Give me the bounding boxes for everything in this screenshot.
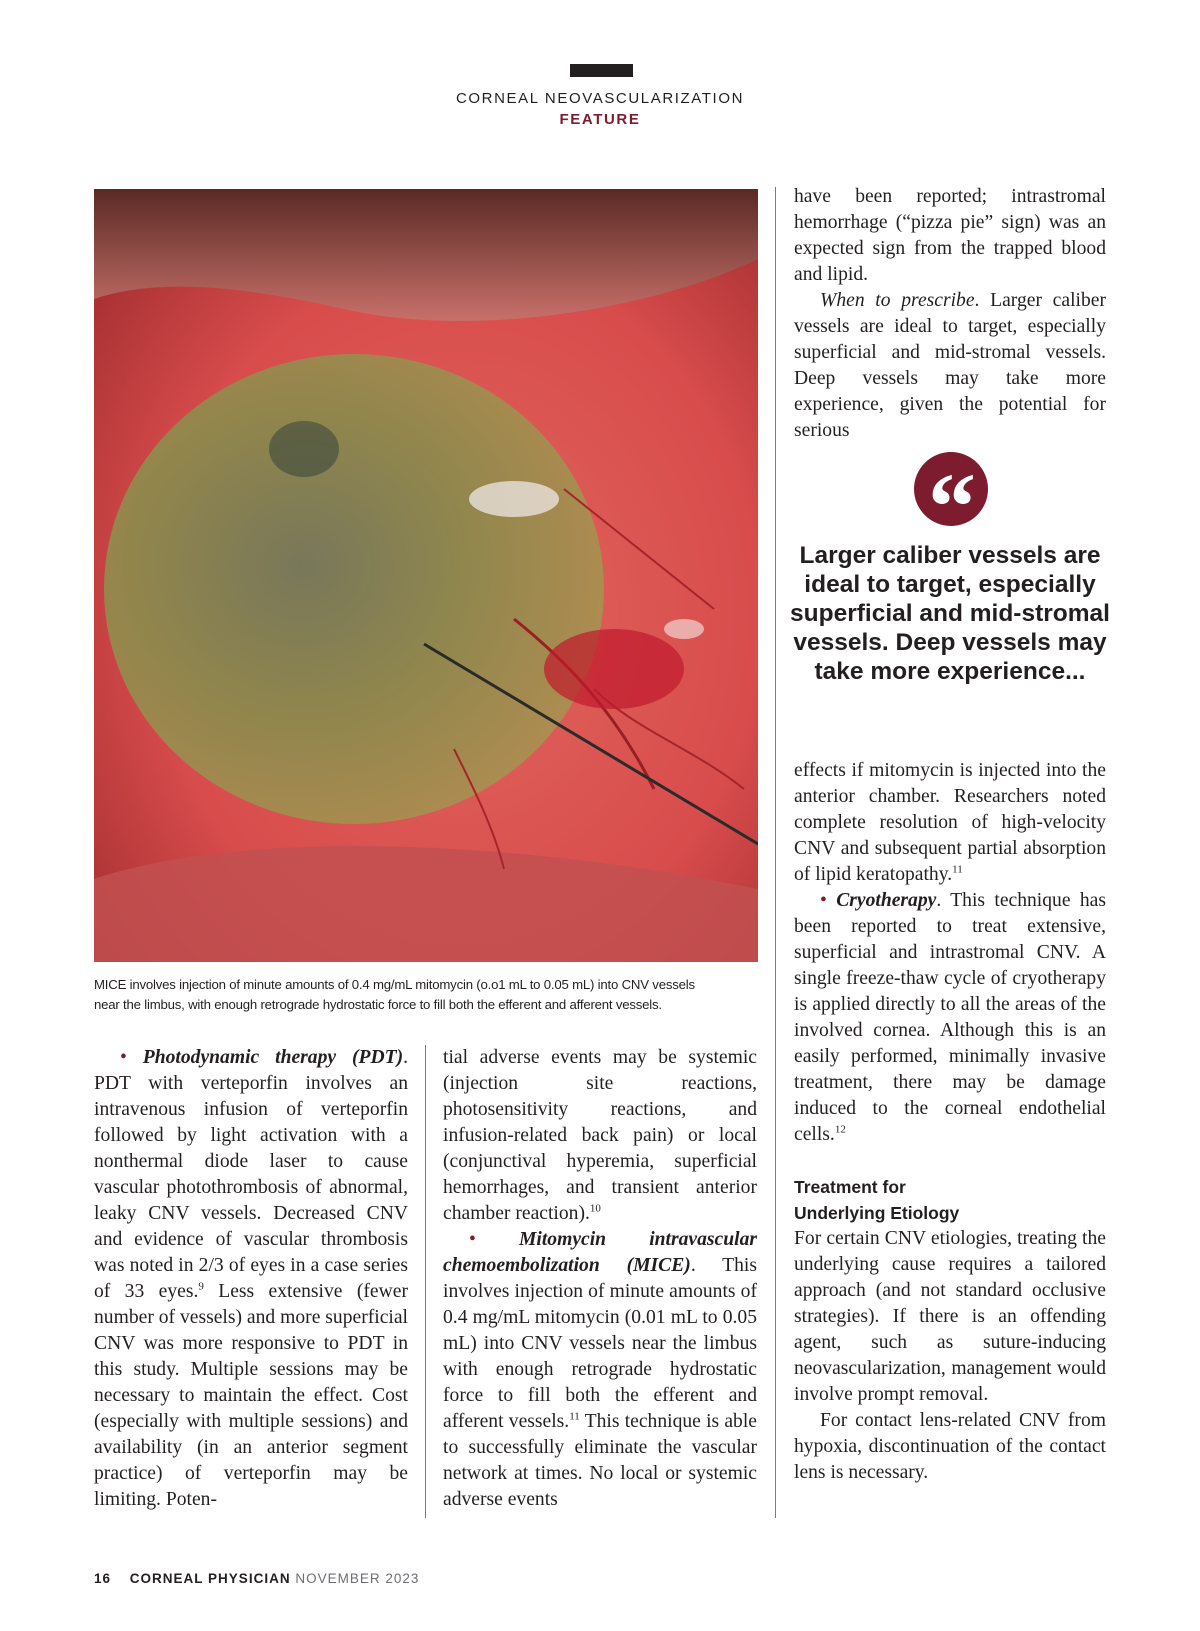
quote-icon: “	[914, 452, 988, 526]
column-rule	[425, 1045, 426, 1518]
mice-heading: Mitomycin intravascular chemoembolization (MICE)	[443, 1229, 757, 1276]
column-3-bottom	[794, 758, 1106, 1486]
caption-line: MICE involves injection of minute amounts of 0.4 mg/mL mitomycin (o.o1 mL to 0.05 mL) into CNV vessels	[94, 977, 695, 992]
ref-12: 12	[834, 1123, 846, 1136]
pdt-text-cont: Less extensive (fewer number of vessels) and more superficial CNV was more responsive to PDT in this study. Multiple sessions may be necessary to maintain the effect. Cost (especially with multiple sessions) and availability (in an anterior segment practice) of verteporfin may be limiting. Poten-	[94, 1281, 408, 1510]
column-2	[443, 1045, 757, 1513]
ref-9: 9	[198, 1280, 204, 1293]
section-title: CORNEAL NEOVASCULARIZATION	[455, 90, 745, 107]
cryo-text: . This technique has been reported to treat extensive, superficial and intrastromal CNV. A single freeze-thaw cycle of cryotherapy is applied directly to all the areas of the involved cornea. Although this is an easily performed, minimally invasive treatment, there may be damage induced to the corneal endothelial cells.	[794, 890, 1106, 1145]
cryo-heading: Cryotherapy	[836, 890, 937, 911]
column-rule	[775, 187, 776, 1518]
publication-name: CORNEAL PHYSICIAN	[129, 1571, 291, 1586]
pdt-heading: Photodynamic therapy (PDT)	[142, 1047, 404, 1068]
ref-11: 11	[952, 863, 963, 876]
contact-lens-text: For contact lens-related CNV from hypoxia, discontinuation of the contact lens is necessary.	[794, 1410, 1106, 1483]
bullet: •	[120, 1047, 127, 1068]
ref-10: 10	[589, 1202, 601, 1215]
when-text: . Larger caliber vessels are ideal to target, especially superficial and mid-stromal vessels. Deep vessels may take more experience, given the potential for serious	[794, 290, 1106, 441]
issue-date: NOVEMBER 2023	[295, 1571, 420, 1586]
effects-text: effects if mitomycin is injected into the anterior chamber. Researchers noted complete resolution of high-velocity CNV and subsequent partial absorption of lipid keratopathy.	[794, 760, 1106, 885]
page-footer	[94, 1571, 419, 1586]
caption-line: near the limbus, with enough retrograde hydrostatic force to fill both the efferent and afferent vessels.	[94, 997, 662, 1012]
hemorrhage-text: have been reported; intrastromal hemorrhage (“pizza pie” sign) was an expected sign from the trapped blood and lipid.	[794, 186, 1106, 285]
adverse-events-text: tial adverse events may be systemic (injection site reactions, photosensitivity reactions, and infusion-related back pain) or local (conjunctival hyperemia, superficial hemorrhages, and transient anterior chamber reaction).	[443, 1047, 757, 1224]
bullet: •	[469, 1229, 476, 1250]
mice-text: . This involves injection of minute amounts of 0.4 mg/mL mitomycin (0.01 mL to 0.05 mL) into CNV vessels near the limbus with enough retrograde hydrostatic force to fill both the efferent and afferent vessels.	[443, 1255, 758, 1432]
ref-11: 11	[569, 1410, 580, 1423]
etiology-text: For certain CNV etiologies, treating the underlying cause requires a tailored approach (and not standard occlusive strategies). If there is an offending agent, such as suture-inducing neovascularization, management would involve prompt removal.	[794, 1228, 1106, 1405]
pull-quote: Larger caliber vessels are ideal to target, especially superficial and mid-stromal vessels. Deep vessels may take more experience...	[790, 542, 1110, 685]
figure-caption	[94, 975, 754, 1015]
column-3-top	[794, 184, 1106, 444]
page-number: 16	[94, 1571, 112, 1586]
eye-photo	[94, 189, 758, 962]
column-1	[94, 1045, 408, 1513]
header-bar	[570, 64, 633, 77]
subheading: Treatment for Underlying Etiology	[794, 1177, 960, 1223]
when-heading: When to prescribe	[820, 290, 975, 311]
pdt-text: . PDT with verteporfin involves an intravenous infusion of verteporfin followed by light activation with a nonthermal diode laser to cause vascular photothrombosis of abnormal, leaky CNV vessels. Decreased CNV and evidence of vascular thrombosis was noted in 2/3 of eyes in a case series of 33 eyes.	[94, 1047, 408, 1302]
mice-text-cont: This technique is able to successfully eliminate the vascular network at times. No local or systemic adverse events	[443, 1411, 757, 1510]
bullet: •	[820, 890, 827, 911]
section-subtitle: FEATURE	[559, 111, 641, 128]
